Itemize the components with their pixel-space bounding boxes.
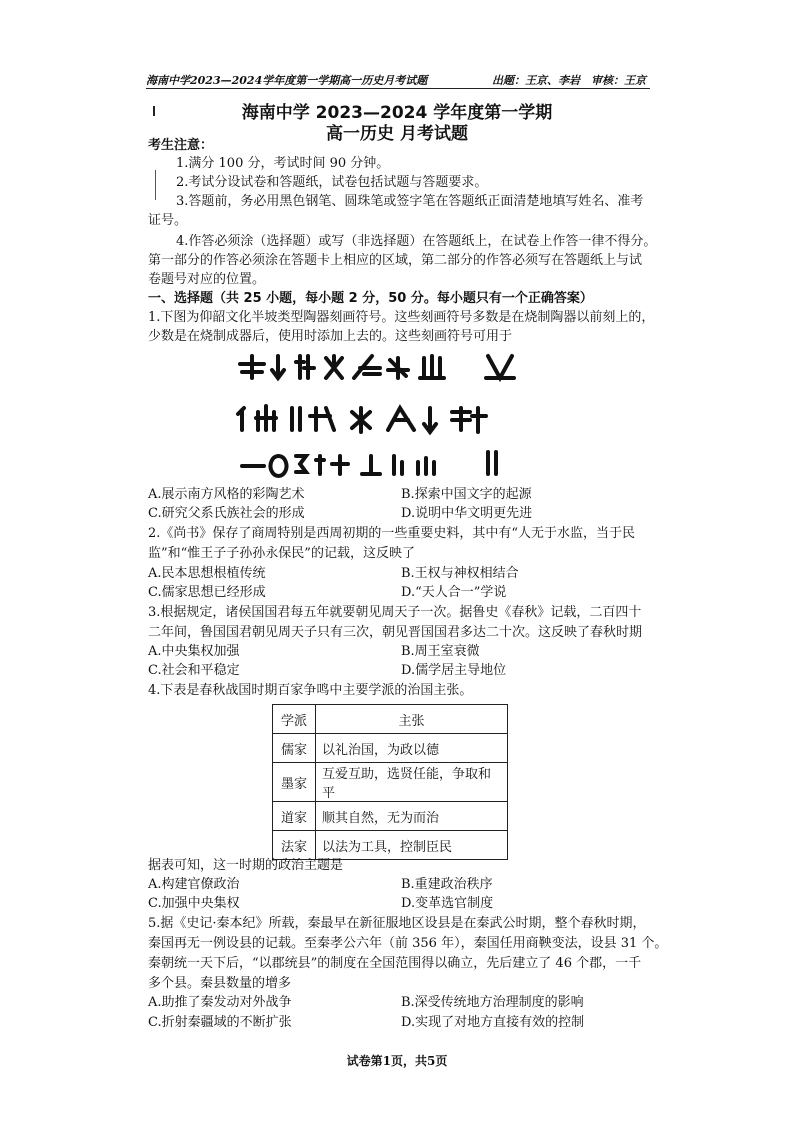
symbol-10: [256, 406, 276, 430]
question-stem: 多个县。秦县数量的增多: [148, 976, 292, 991]
option-b: B.深受传统地方治理制度的影响: [401, 995, 584, 1010]
margin-dash: [155, 170, 156, 200]
symbol-11: [292, 408, 300, 430]
symbol-23: [394, 456, 402, 474]
notice-item: 卷题号对应的位置。: [148, 272, 266, 287]
option-b: B.探索中国文字的起源: [401, 487, 532, 502]
symbol-24: [418, 458, 434, 474]
header-left: 海南中学2023—2024学年度第一学期高一历史月考试题: [146, 74, 428, 87]
table-row: [273, 734, 508, 763]
table-cell: 道家: [273, 802, 316, 831]
notice-item: 1.满分 100 分，考试时间 90 分钟。: [176, 156, 390, 171]
table-header: 主张: [316, 705, 508, 734]
symbol-12: [310, 408, 334, 430]
question-stem: 5.据《史记·秦本纪》所载，秦最早在新征服地区设县是在秦武公时期，整个春秋时期，: [148, 916, 646, 931]
symbol-22: [362, 456, 380, 474]
notice-item: 证号。: [148, 213, 188, 228]
option-d: D.“天人合一”学说: [401, 585, 507, 600]
exam-title: 海南中学 2023—2024 学年度第一学期: [241, 103, 553, 123]
option-a: A.展示南方风格的彩陶艺术: [148, 487, 305, 502]
pottery-symbols-figure: [230, 352, 560, 480]
table-cell: 儒家: [273, 734, 316, 763]
table-cell: 以礼治国，为政以德: [316, 734, 508, 763]
question-stem: 二年间，鲁国国君朝见周天子只有三次，朝见晋国国君多达二十次。这反映了春秋时期: [148, 625, 643, 640]
option-b: B.周王室衰微: [401, 644, 480, 659]
option-c: C.儒家思想已经形成: [148, 585, 266, 600]
symbol-19: [296, 456, 306, 472]
table-cell: 法家: [273, 831, 316, 860]
symbol-18: [271, 456, 287, 476]
symbol-25: [488, 452, 496, 474]
option-d: D.实现了对地方直接有效的控制: [401, 1015, 585, 1030]
question-stem: 少数是在烧制成器后，使用时添加上去的。这些刻画符号可用于: [148, 329, 513, 344]
option-c: C.研究父系氏族社会的形成: [148, 506, 305, 521]
running-header: [146, 70, 646, 88]
option-a: A.助推了秦发动对外战争: [148, 995, 292, 1010]
symbol-7: [420, 356, 444, 378]
option-d: D.儒学居主导地位: [401, 663, 507, 678]
table-row: [273, 802, 508, 831]
question-stem: 1.下图为仰韶文化半坡类型陶器刻画符号。这些刻画符号多数是在烧制陶器以前刻上的，: [148, 310, 655, 325]
table-cell: 以法为工具，控制臣民: [316, 831, 508, 860]
table-cell: 顺其自然，无为而治: [316, 802, 508, 831]
question-stem: 据表可知，这一时期的政治主题是: [148, 858, 344, 873]
option-a: A.构建官僚政治: [148, 877, 240, 892]
symbol-20: [316, 456, 324, 474]
symbol-8: [486, 356, 514, 378]
header-right: 出题：王京、李岩 审核：王京: [492, 74, 646, 87]
symbol-1: [240, 356, 264, 378]
option-c: C.社会和平稳定: [148, 663, 240, 678]
table-header-row: [273, 705, 508, 734]
symbol-15: [424, 408, 436, 432]
table-cell: 墨家: [273, 763, 316, 802]
question-stem: 秦朝统一天下后，“以郡统县”的制度在全国范围得以确立，先后建立了 46 个郡，一千: [148, 956, 642, 971]
symbol-6: [388, 358, 408, 378]
table-cell: 互爱互助，选贤任能，争取和平: [316, 763, 508, 802]
notice-heading: 考生注意：: [148, 138, 214, 153]
question-stem: 监”和“惟王子子孙孙永保民”的记载，这反映了: [148, 546, 415, 561]
symbol-21: [332, 456, 348, 474]
table-header: 学派: [273, 705, 316, 734]
option-d: D.说明中华文明更先进: [401, 506, 533, 521]
symbol-14: [388, 408, 414, 430]
option-c: C.加强中央集权: [148, 896, 240, 911]
option-b: B.王权与神权相结合: [401, 566, 519, 581]
symbol-3: [296, 356, 314, 378]
option-b: B.重建政治秩序: [401, 877, 493, 892]
header-rule: [146, 88, 650, 89]
question-stem: 秦国再无一例设县的记载。至秦孝公六年（前 356 年），秦国任用商鞅变法，设县 31 个。: [148, 936, 668, 951]
symbol-5: [354, 356, 380, 378]
option-a: A.民本思想根植传统: [148, 566, 266, 581]
symbol-2: [272, 356, 284, 378]
table-row: [273, 763, 508, 802]
schools-table: [272, 704, 508, 860]
option-a: A.中央集权加强: [148, 644, 240, 659]
question-stem: 2.《尚书》保存了商周特别是西周初期的一些重要史料，其中有“人无于水监，当于民: [148, 526, 636, 541]
option-c: C.折射秦疆域的不断扩张: [148, 1015, 292, 1030]
symbol-13: [352, 408, 370, 432]
symbol-16: [452, 408, 486, 432]
section-heading: 一、选择题（共 25 小题，每小题 2 分，50 分。每小题只有一个正确答案）: [148, 291, 593, 306]
exam-subtitle: 高一历史 月考试题: [326, 124, 468, 144]
page-footer: 试卷第1页，共5页: [346, 1054, 448, 1068]
notice-item: 4.作答必须涂（选择题）或写（非选择题）在答题纸上，在试卷上作答一律不得分。: [176, 234, 657, 249]
notice-item: 第一部分的作答必须涂在答题卡上相应的区域，第二部分的作答必须写在答题纸上与试: [148, 253, 643, 268]
symbol-9: [238, 408, 244, 430]
notice-item: 3.答题前，务必用黑色钢笔、圆珠笔或签字笔在答题纸正面清楚地填写姓名、准考: [176, 194, 644, 209]
symbol-4: [326, 356, 342, 378]
notice-item: 2.考试分设试卷和答题纸，试卷包括试题与答题要求。: [176, 175, 488, 190]
question-stem: 3.根据规定，诸侯国国君每五年就要朝见周天子一次。据鲁史《春秋》记载，二百四十: [148, 605, 642, 620]
question-stem: 4.下表是春秋战国时期百家争鸣中主要学派的治国主张。: [148, 683, 473, 698]
option-d: D.变革选官制度: [401, 896, 494, 911]
table-row: [273, 831, 508, 860]
